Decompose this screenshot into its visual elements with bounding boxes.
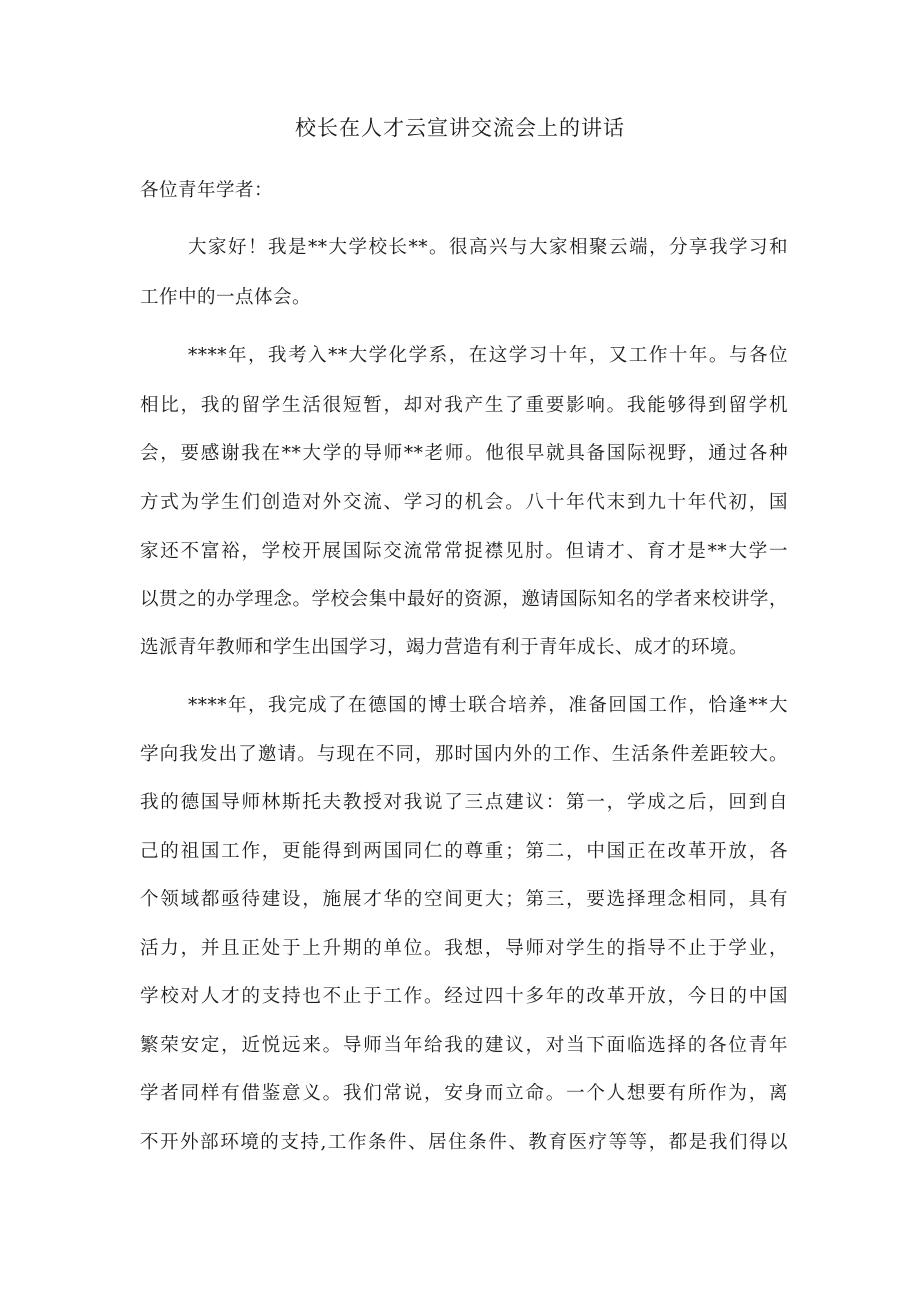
paragraph-line: 学向我发出了邀请。与现在不同，那时国内外的工作、生活条件差距较大。 [140, 744, 788, 765]
paragraph-line: 不开外部环境的支持,工作条件、居住条件、教育医疗等等，都是我们得以 [140, 1132, 788, 1153]
paragraph-line: 选派青年教师和学生出国学习，竭力营造有利于青年成长、成才的环境。 [140, 637, 749, 658]
paragraph-line: 己的祖国工作，更能得到两国同仁的尊重；第二，中国正在改革开放，各 [140, 841, 788, 862]
paragraph-line: 方式为学生们创造对外交流、学习的机会。八十年代末到九十年代初，国 [140, 492, 788, 513]
paragraph-line: 活力，并且正处于上升期的单位。我想，导师对学生的指导不止于学业， [140, 938, 788, 959]
document-title: 校长在人才云宣讲交流会上的讲话 [295, 116, 625, 140]
paragraph-line: ****年，我完成了在德国的博士联合培养，准备回国工作，恰逢**大 [188, 695, 788, 716]
paragraph-line: 繁荣安定，近悦远来。导师当年给我的建议，对当下面临选择的各位青年 [140, 1035, 788, 1056]
salutation: 各位青年学者： [140, 180, 274, 201]
paragraph-line: 个领域都亟待建设，施展才华的空间更大；第三，要选择理念相同，具有 [140, 889, 788, 910]
paragraph-line: 相比，我的留学生活很短暂，却对我产生了重要影响。我能够得到留学机 [140, 395, 788, 416]
paragraph-line: 以贯之的办学理念。学校会集中最好的资源，邀请国际知名的学者来校讲学， [140, 589, 788, 610]
paragraph-line: 我的德国导师林斯托夫教授对我说了三点建议：第一，学成之后，回到自 [140, 792, 788, 813]
paragraph-line: 大家好！我是**大学校长**。很高兴与大家相聚云端，分享我学习和 [188, 237, 788, 258]
paragraph-line: 学校对人才的支持也不止于工作。经过四十多年的改革开放，今日的中国 [140, 986, 788, 1007]
paragraph-line: 会，要感谢我在**大学的导师**老师。他很早就具备国际视野，通过各种 [140, 443, 788, 464]
paragraph-line: 工作中的一点体会。 [140, 287, 312, 308]
paragraph-line: ****年，我考入**大学化学系，在这学习十年，又工作十年。与各位 [188, 345, 788, 366]
paragraph-line: 学者同样有借鉴意义。我们常说，安身而立命。一个人想要有所作为，离 [140, 1083, 788, 1104]
paragraph-line: 家还不富裕，学校开展国际交流常常捉襟见肘。但请才、育才是**大学一 [140, 541, 788, 562]
